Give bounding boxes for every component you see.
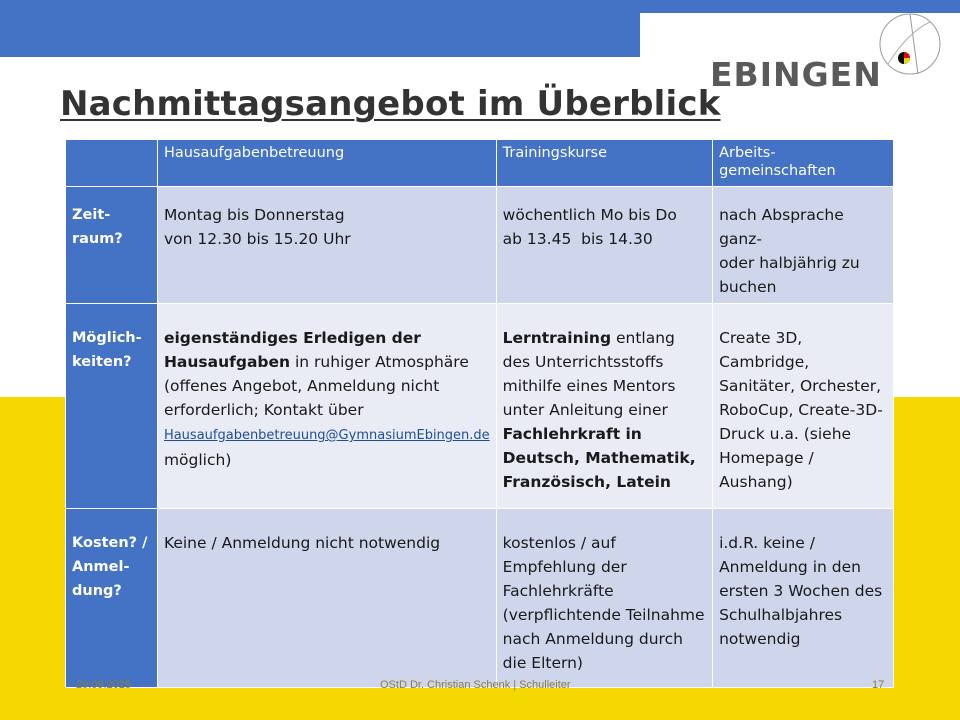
header-hausaufgabenbetreuung: Hausaufgabenbetreuung [157, 140, 496, 187]
row-label-line: raum? [72, 231, 123, 247]
page-title: Nachmittagsangebot im Überblick [60, 84, 721, 124]
row-label-line: keiten? [72, 354, 132, 370]
cell-moeglichkeiten-training [496, 304, 712, 509]
overview-table [65, 139, 894, 688]
footer-date: 29.09.2025 [76, 679, 132, 691]
school-emblem-icon [878, 12, 942, 76]
cell-kosten-training: kostenlos / auf Empfehlung der Fachlehrkräfte (verpflichtende Teilnahme nach Anmeldung durch die Eltern) [496, 509, 712, 688]
email-link[interactable]: Hausaufgabenbetreuung@GymnasiumEbingen.de [163, 428, 490, 443]
cell-bold-text: eigenständiges Erledigen der Hausaufgaben [163, 329, 421, 371]
footer-page-number: 17 [872, 679, 885, 691]
row-label-zeitraum [66, 187, 158, 304]
cell-moeglichkeiten-hausaufgaben [157, 304, 496, 509]
table-header-row [66, 140, 894, 187]
cell-bold-text: Lerntraining [502, 329, 612, 347]
cell-line: Montag bis Donnerstag [163, 206, 345, 224]
cell-kosten-ag: i.d.R. keine / Anmeldung in den ersten 3 Wochen des Schulhalbjahres notwendig [713, 509, 894, 688]
cell-line: von 12.30 bis 15.20 Uhr [163, 230, 351, 248]
logo-text-gymnasium: GYMNASIUM [652, 22, 865, 61]
cell-line: buchen [719, 278, 777, 296]
cell-text: entlang des Unterrichtsstoffs mithilfe eines Mentors unter Anleitung einer [502, 329, 676, 419]
cell-bold-text: Fachlehrkraft in Deutsch, Mathematik, Französisch, Latein [502, 425, 696, 491]
cell-line: wöchentlich Mo bis Do [502, 206, 677, 224]
header-arbeitsgemeinschaften: Arbeits-gemeinschaften [713, 140, 894, 187]
cell-zeitraum-hausaufgaben [157, 187, 496, 304]
table-row [66, 304, 894, 509]
table-row [66, 509, 894, 688]
cell-moeglichkeiten-ag: Create 3D, Cambridge, Sanitäter, Orchester, RoboCup, Create-3D-Druck u.a. (siehe Homepage / Aushang) [713, 304, 894, 509]
row-label-line: Kosten? / [72, 535, 148, 551]
row-label-line: Anmel- [72, 559, 130, 575]
table-header-empty [66, 140, 158, 187]
row-label-moeglichkeiten [66, 304, 158, 509]
cell-text: möglich) [163, 451, 232, 469]
cell-line: ab 13.45 bis 14.30 [502, 230, 653, 248]
cell-zeitraum-ag [713, 187, 894, 304]
logo-text-ebingen: EBINGEN [710, 55, 882, 94]
header-trainingskurse: Trainingskurse [496, 140, 712, 187]
cell-text: in ruhiger Atmosphäre (offenes Angebot, Anmeldung nicht erforderlich; Kontakt über [163, 353, 469, 419]
cell-line: nach Absprache ganz- [719, 206, 844, 248]
cell-kosten-hausaufgaben: Keine / Anmeldung nicht notwendig [157, 509, 496, 688]
row-label-line: dung? [72, 583, 122, 599]
row-label-line: Möglich- [72, 330, 142, 346]
cell-line: oder halbjährig zu [719, 254, 860, 272]
footer-author: OStD Dr. Christian Schenk | Schulleiter [380, 679, 571, 691]
cell-zeitraum-training [496, 187, 712, 304]
table-row [66, 187, 894, 304]
row-label-line: Zeit- [72, 207, 111, 223]
row-label-kosten [66, 509, 158, 688]
